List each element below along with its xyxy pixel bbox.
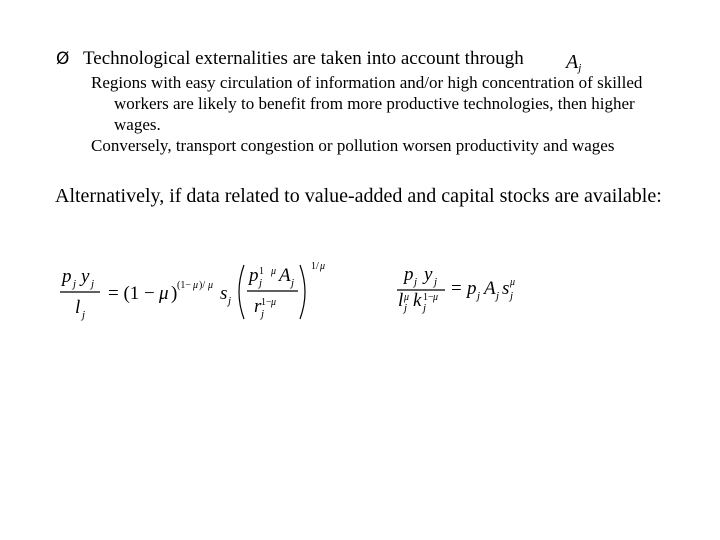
svg-text:j: j xyxy=(414,276,418,288)
symbol-a: A xyxy=(566,51,579,73)
equation-wage-per-labor xyxy=(58,255,358,327)
bullet-arrow-icon: Ø xyxy=(56,49,70,69)
svg-text:j: j xyxy=(434,276,438,288)
svg-text:μ: μ xyxy=(510,277,516,288)
svg-text:μ: μ xyxy=(208,280,214,291)
paragraph-regions xyxy=(91,72,642,135)
svg-text:μ: μ xyxy=(404,292,410,303)
svg-text:A: A xyxy=(279,265,291,286)
paragraph-line-2: workers are likely to benefit from more productive technologies, then higher xyxy=(114,94,635,113)
svg-text:j: j xyxy=(73,278,77,290)
svg-text:μ: μ xyxy=(271,266,277,277)
bullet-heading: Technological externalities are taken into account through xyxy=(83,48,524,69)
equation-productivity xyxy=(395,260,545,320)
svg-text:y: y xyxy=(81,266,90,287)
svg-text:μ: μ xyxy=(320,261,326,272)
svg-text:μ: μ xyxy=(159,283,169,304)
svg-text:j: j xyxy=(404,302,408,314)
svg-text:j: j xyxy=(510,290,514,302)
svg-text:y: y xyxy=(424,264,433,285)
svg-text:1: 1 xyxy=(259,266,264,277)
svg-text:p: p xyxy=(467,278,477,299)
paragraph-line-3: wages. xyxy=(114,115,161,134)
svg-text:j: j xyxy=(291,277,295,289)
paragraph-conversely: Conversely, transport congestion or pollution worsen productivity and wages xyxy=(91,136,615,155)
svg-text:p: p xyxy=(249,265,259,286)
svg-text:l: l xyxy=(398,290,404,311)
svg-text:j: j xyxy=(91,278,95,290)
svg-text:s: s xyxy=(502,278,510,299)
svg-text:j: j xyxy=(477,290,481,302)
svg-text:(1−: (1− xyxy=(177,280,191,291)
svg-text:r: r xyxy=(254,296,262,317)
svg-text:j: j xyxy=(496,290,500,302)
svg-text:j: j xyxy=(82,309,86,321)
svg-text:A: A xyxy=(484,278,496,299)
symbol-a-j xyxy=(566,51,581,74)
svg-text:μ: μ xyxy=(193,280,199,291)
svg-text:1−: 1− xyxy=(261,297,272,308)
svg-text:)/: )/ xyxy=(199,280,206,291)
alternative-statement: Alternatively, if data related to value-added and capital stocks are available: xyxy=(55,185,662,207)
svg-text:=: = xyxy=(451,278,462,299)
svg-text:1−: 1− xyxy=(423,292,434,303)
svg-text:j: j xyxy=(259,277,263,289)
svg-text:1/: 1/ xyxy=(311,261,319,272)
svg-text:): ) xyxy=(171,283,178,304)
svg-text:l: l xyxy=(75,297,81,318)
svg-text:j: j xyxy=(423,302,427,314)
svg-text:s: s xyxy=(220,283,228,304)
svg-text:p: p xyxy=(404,264,414,285)
paragraph-line-1: Regions with easy circulation of information and/or high concentration of skilled xyxy=(91,73,643,92)
svg-text:k: k xyxy=(413,290,422,311)
symbol-a-subscript: j xyxy=(578,62,582,74)
svg-text:μ: μ xyxy=(271,297,277,308)
svg-text:μ: μ xyxy=(433,292,439,303)
svg-text:j: j xyxy=(261,308,265,320)
svg-text:p: p xyxy=(62,266,72,287)
svg-text:j: j xyxy=(228,295,232,307)
svg-text:= (1 −: = (1 − xyxy=(108,283,155,304)
